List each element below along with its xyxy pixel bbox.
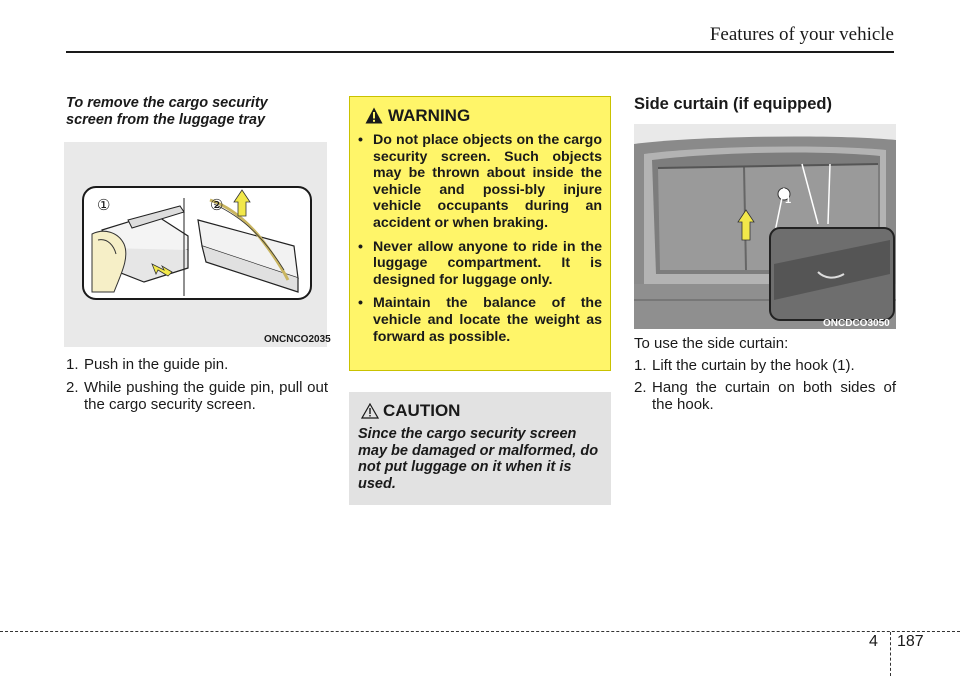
list-item xyxy=(634,357,896,374)
warning-triangle-icon xyxy=(365,107,383,124)
warning-bullets xyxy=(358,132,602,352)
list-item xyxy=(66,356,328,373)
step-text: Hang the curtain on both sides of the hook. xyxy=(652,379,896,413)
figure-marker-1: ① xyxy=(97,197,111,214)
arrow-up-icon xyxy=(234,190,250,216)
page-number: 187 xyxy=(897,633,924,650)
page-header-title: Features of your vehicle xyxy=(709,24,894,45)
figure-marker-2: ② xyxy=(210,197,224,214)
warning-bullet-text: Do not place objects on the cargo security screen. Such objects may be thrown about inside the vehicle and possi-bly injure vehicle occupants during an accident or when braking. xyxy=(373,132,602,231)
figure-side-curtain xyxy=(634,124,896,329)
step-number: 1. xyxy=(634,357,647,374)
side-curtain-illustration xyxy=(634,124,896,329)
footer-rule xyxy=(0,631,960,632)
list-item xyxy=(66,379,328,413)
footer-divider xyxy=(890,632,891,676)
figure-cargo-screen-frame xyxy=(82,186,312,300)
warning-title: WARNING xyxy=(388,106,471,125)
bullet-glyph: • xyxy=(358,132,363,148)
caution-triangle-icon xyxy=(361,403,379,419)
step-number: 1. xyxy=(66,356,79,373)
figure-code: ONCDCO3050 xyxy=(823,318,890,329)
bullet-glyph: • xyxy=(358,295,363,312)
caution-title: CAUTION xyxy=(383,401,461,420)
side-curtain-intro: To use the side curtain: xyxy=(634,335,789,352)
figure-code: ONCNCO2035 xyxy=(264,334,331,345)
cargo-screen-illustration xyxy=(84,188,310,298)
warning-bullet-text: Never allow anyone to ride in the luggage compartment. It is designed for luggage only. xyxy=(373,238,602,288)
steps-list-side-curtain xyxy=(634,357,896,413)
warning-bullet-text: Maintain the balance of the vehicle and locate the weight as forward as possible. xyxy=(373,295,602,345)
step-number: 2. xyxy=(634,379,647,396)
section-heading-side-curtain: Side curtain (if equipped) xyxy=(634,95,833,113)
step-text: While pushing the guide pin, pull out the cargo security screen. xyxy=(84,379,328,413)
section-heading-remove-screen: To remove the cargo security screen from the luggage tray xyxy=(66,95,268,128)
bullet-glyph: • xyxy=(358,238,363,255)
step-number: 2. xyxy=(66,379,79,396)
steps-list-remove xyxy=(66,356,328,413)
list-item xyxy=(358,239,602,289)
step-text: Push in the guide pin. xyxy=(84,356,229,373)
step-text: Lift the curtain by the hook (1). xyxy=(652,357,855,374)
figure-marker-1: 1 xyxy=(785,194,792,206)
list-item xyxy=(358,295,602,345)
chapter-number: 4 xyxy=(869,633,878,650)
list-item xyxy=(358,132,602,232)
caution-text: Since the cargo security screen may be damaged or malformed, do not put luggage on it when it is used. xyxy=(358,426,599,492)
list-item xyxy=(634,379,896,413)
header-rule xyxy=(66,51,894,53)
